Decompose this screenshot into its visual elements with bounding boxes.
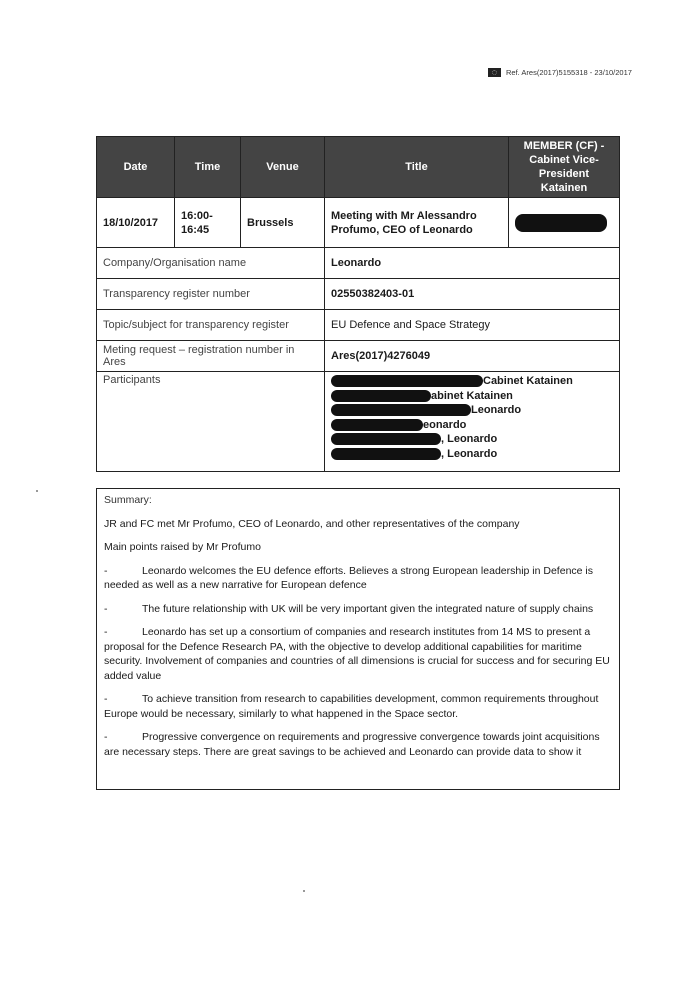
bullet-dash: - xyxy=(104,626,108,638)
summary-heading: Summary: xyxy=(104,494,152,506)
bullet-text: Progressive convergence on requirements and progressive convergence towards joint acquisitions are necessary steps. There are great savings to be achieved and Leonardo can provide data to show it xyxy=(104,731,600,758)
participant-text: abinet Katainen xyxy=(431,389,513,402)
redaction-bar xyxy=(331,448,441,460)
participant-text: , Leonardo xyxy=(441,447,498,460)
eu-flag-icon xyxy=(488,68,501,77)
scan-speck xyxy=(303,890,305,892)
bullet-text: The future relationship with UK will be very important given the integrated nature of supply chains xyxy=(142,602,594,615)
participant-text: , Leonardo xyxy=(441,433,498,446)
participant-line xyxy=(331,432,613,447)
header-member: MEMBER (CF) - Cabinet Vice-President Katainen xyxy=(509,137,620,198)
summary-box xyxy=(96,488,620,790)
info-row xyxy=(97,341,620,372)
meeting-venue: Brussels xyxy=(241,198,325,248)
participants-list xyxy=(325,372,620,472)
info-value: Ares(2017)4276049 xyxy=(325,341,620,372)
info-row xyxy=(97,279,620,310)
header-venue: Venue xyxy=(241,137,325,198)
redaction-bar xyxy=(331,390,431,402)
summary-bullet xyxy=(104,692,612,721)
summary-bullet xyxy=(104,625,612,683)
info-value: Leonardo xyxy=(325,248,620,279)
redaction-bar xyxy=(331,419,423,431)
header-date: Date xyxy=(97,137,175,198)
participant-line xyxy=(331,403,613,418)
bullet-dash: - xyxy=(104,731,108,743)
info-row xyxy=(97,310,620,341)
info-label: Company/Organisation name xyxy=(97,248,325,279)
bullet-dash: - xyxy=(104,602,108,615)
summary-bullet xyxy=(104,730,612,759)
redaction-bar xyxy=(331,433,441,445)
summary-intro: JR and FC met Mr Profumo, CEO of Leonardo, and other representatives of the company xyxy=(104,517,520,530)
info-label: Meting request – registration number in Ares xyxy=(97,341,325,372)
redaction-bar xyxy=(331,375,483,387)
points-heading: Main points raised by Mr Profumo xyxy=(104,541,261,553)
participant-text: Leonardo xyxy=(471,404,522,417)
member-cell xyxy=(509,198,620,248)
meeting-title: Meeting with Mr Alessandro Profumo, CEO of Leonardo xyxy=(325,198,509,248)
summary-bullet xyxy=(104,602,612,617)
redaction-bar xyxy=(331,404,471,416)
meeting-date: 18/10/2017 xyxy=(97,198,175,248)
info-label: Topic/subject for transparency register xyxy=(97,310,325,341)
bullet-text: To achieve transition from research to capabilities development, common requirements throughout Europe would be necessary, similarly to what happened in the Space sector. xyxy=(104,693,599,720)
participants-label: Participants xyxy=(97,372,325,472)
reference-text: Ref. Ares(2017)5155318 - 23/10/2017 xyxy=(506,68,632,77)
participant-line xyxy=(331,447,613,462)
info-label: Transparency register number xyxy=(97,279,325,310)
header-row xyxy=(97,137,620,198)
bullet-text: Leonardo has set up a consortium of companies and research institutes from 14 MS to present a proposal for the Defence Research PA, with the objective to develop additional capabilities for maritime security. Involvement of companies and countries of all dimensions is crucial for success and for securing EU added value xyxy=(104,626,610,682)
participant-text: Cabinet Katainen xyxy=(483,375,573,388)
participant-line xyxy=(331,374,613,389)
meeting-time: 16:00-16:45 xyxy=(175,198,241,248)
info-row xyxy=(97,248,620,279)
participant-text: eonardo xyxy=(423,418,467,431)
scan-speck xyxy=(36,490,38,492)
info-value: EU Defence and Space Strategy xyxy=(325,310,620,341)
participant-line xyxy=(331,418,613,433)
participants-row xyxy=(97,372,620,472)
bullet-dash: - xyxy=(104,693,108,705)
bullet-dash: - xyxy=(104,564,108,577)
header-title: Title xyxy=(325,137,509,198)
summary-bullet xyxy=(104,564,612,593)
meeting-row xyxy=(97,198,620,248)
redaction-bar xyxy=(515,214,607,232)
info-value: 02550382403-01 xyxy=(325,279,620,310)
meeting-table xyxy=(96,136,620,472)
header-time: Time xyxy=(175,137,241,198)
reference-stamp xyxy=(488,68,632,77)
participant-line xyxy=(331,389,613,404)
bullet-text: Leonardo welcomes the EU defence efforts. Believes a strong European leadership in Defence is needed as well as a new narrative for European defence xyxy=(104,564,593,591)
